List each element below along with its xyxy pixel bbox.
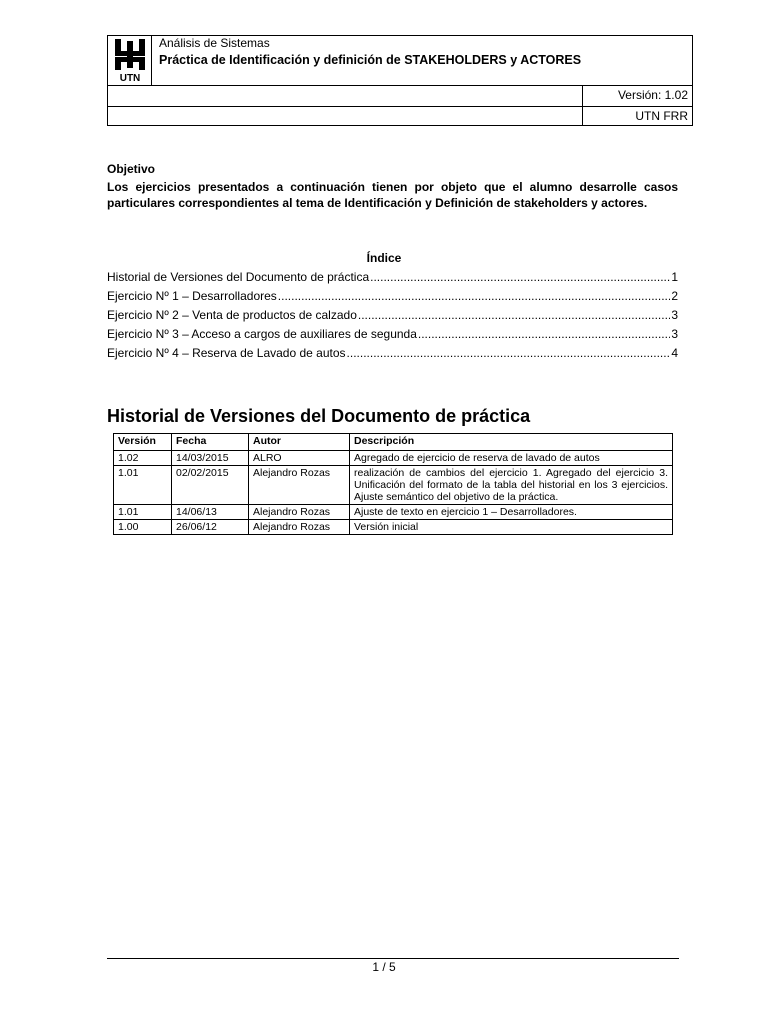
index-title: Índice [366,251,402,265]
header-version-row [108,85,692,106]
index-leader-dots [418,327,670,341]
index-item-page: 3 [671,308,678,322]
index-item-label: Historial de Versiones del Documento de práctica [107,270,370,284]
index-leader-dots [278,289,671,303]
header-institution-row [108,106,692,126]
utn-logo [113,38,147,83]
cell-description: realización de cambios del ejercicio 1. Agregado del ejercicio 3. Unificación del formato de la tabla del historial en los 3 ejercicios. Ajuste semántico del objetivo de la práctica. [350,466,673,505]
header-title-cell [152,36,692,85]
column-header-version: Versión [114,434,172,451]
index-item[interactable] [107,327,678,346]
cell-author: Alejandro Rozas [249,520,350,535]
cell-author: Alejandro Rozas [249,466,350,505]
index-list [107,270,678,365]
cell-date: 14/03/2015 [172,451,249,466]
index-leader-dots [370,270,670,284]
page-number: 1 / 5 [372,960,396,974]
cell-version: 1.01 [114,505,172,520]
logo-cell [108,36,152,85]
logo-text: UTN [119,73,141,83]
objective-label: Objetivo [107,162,156,176]
cell-date: 14/06/13 [172,505,249,520]
version-history-table [113,433,673,535]
cell-author: ALRO [249,451,350,466]
objective-text: Los ejercicios presentados a continuación tienen por objeto que el alumno desarrolle casos particulares correspondientes al tema de Identificación y Definición de stakeholders y actores. [107,180,678,210]
column-header-date: Fecha [172,434,249,451]
column-header-author: Autor [249,434,350,451]
footer-divider [107,958,679,959]
cell-author: Alejandro Rozas [249,505,350,520]
history-heading: Historial de Versiones del Documento de práctica [107,406,531,426]
index-item-page: 1 [671,270,678,284]
table-row [114,505,673,520]
cell-description: Ajuste de texto en ejercicio 1 – Desarrolladores. [350,505,673,520]
index-item[interactable] [107,308,678,327]
cell-version: 1.01 [114,466,172,505]
index-item-label: Ejercicio Nº 1 – Desarrolladores [107,289,277,303]
index-item-page: 4 [671,346,678,360]
index-item[interactable] [107,270,678,289]
cell-description: Versión inicial [350,520,673,535]
index-leader-dots [347,346,671,360]
institution-label: UTN FRR [635,109,688,123]
table-row [114,466,673,505]
index-item[interactable] [107,346,678,365]
index-item-page: 3 [671,327,678,341]
document-header [107,35,693,126]
index-item[interactable] [107,289,678,308]
version-label: Versión: 1.02 [617,88,688,102]
table-header-row [114,434,673,451]
index-leader-dots [358,308,670,322]
subject-name: Análisis de Sistemas [159,36,270,50]
cell-date: 26/06/12 [172,520,249,535]
cell-description: Agregado de ejercicio de reserva de lavado de autos [350,451,673,466]
index-item-page: 2 [671,289,678,303]
document-title: Práctica de Identificación y definición de STAKEHOLDERS y ACTORES [159,53,582,67]
column-header-description: Descripción [350,434,673,451]
cell-version: 1.02 [114,451,172,466]
cell-version: 1.00 [114,520,172,535]
index-item-label: Ejercicio Nº 2 – Venta de productos de calzado [107,308,357,322]
table-row [114,520,673,535]
table-row [114,451,673,466]
cell-date: 02/02/2015 [172,466,249,505]
index-item-label: Ejercicio Nº 4 – Reserva de Lavado de autos [107,346,346,360]
index-item-label: Ejercicio Nº 3 – Acceso a cargos de auxiliares de segunda [107,327,417,341]
